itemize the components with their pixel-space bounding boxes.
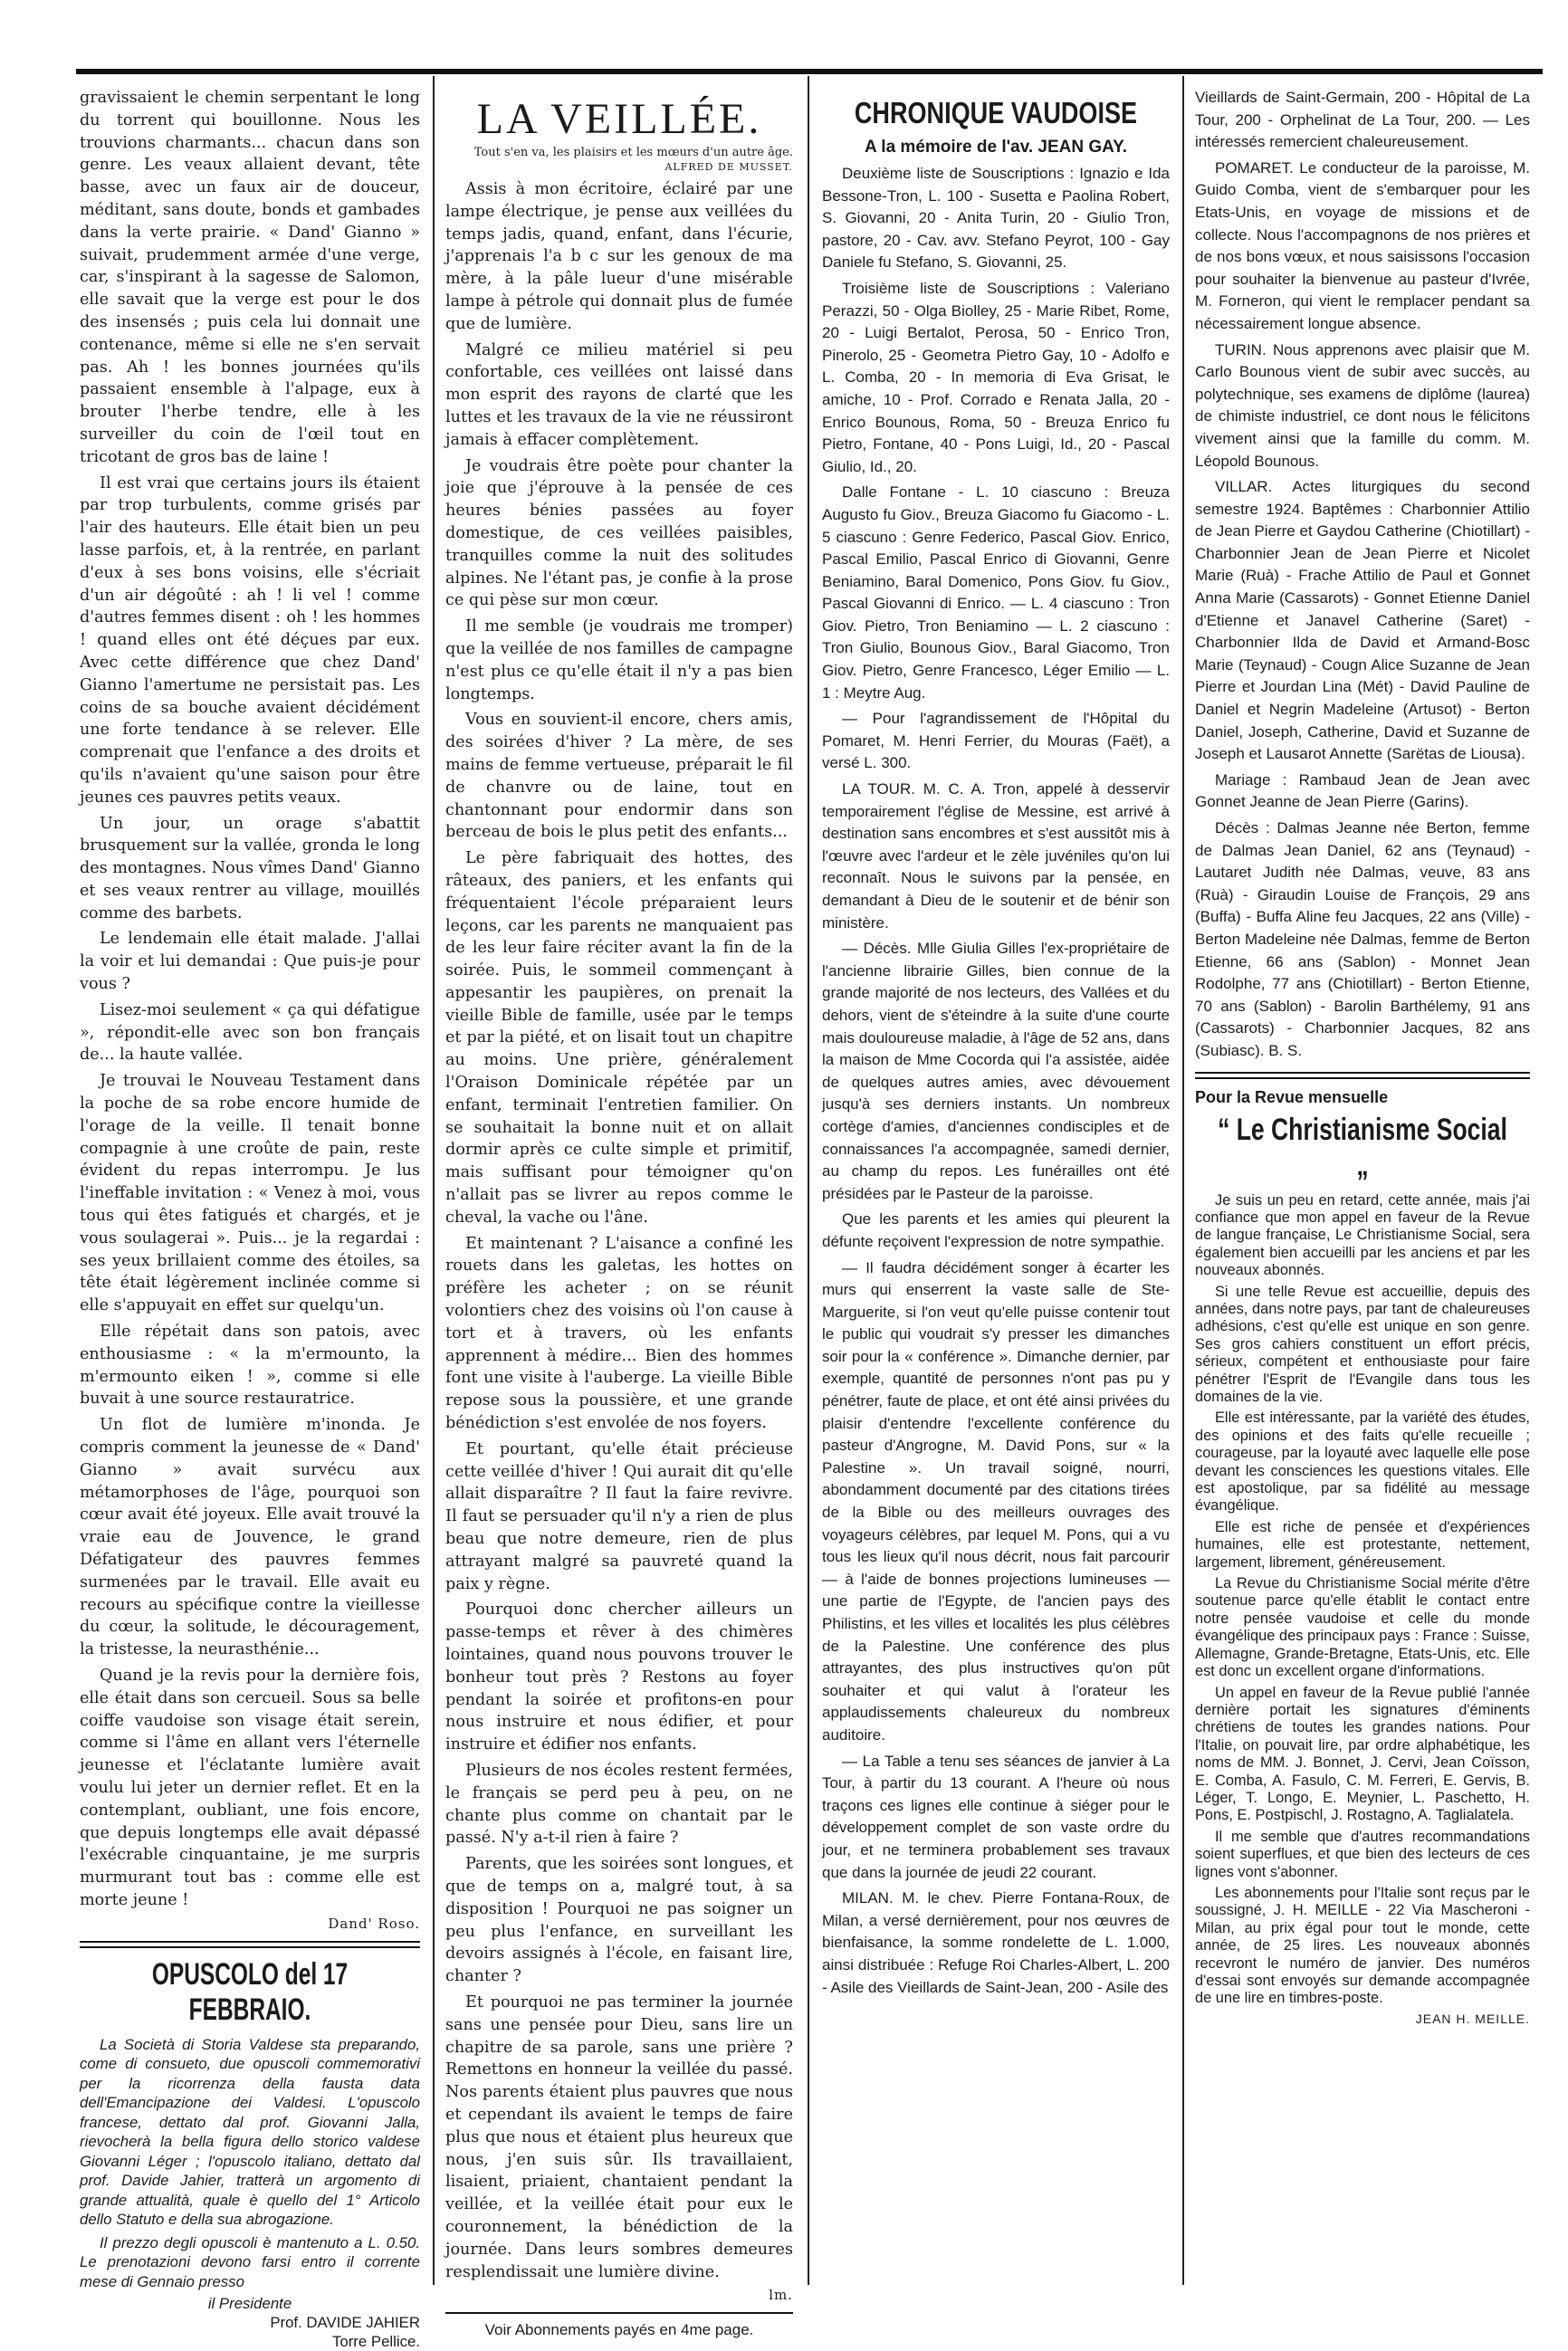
- paragraph: MILAN. M. le chev. Pierre Fontana-Roux, de Milan, a versé dernièrement, pour nos œuvres de bienfaisance, la somme rondelette de L. 1.000, ainsi distribuée : Refuge Roi Charles-Albert, L. 200 - Asile des Vieillards de Saint-Jean, 200 - Asile des: [822, 1889, 1170, 1996]
- paragraph: Lisez-moi seulement « ça qui défatigue », répondit-elle avec son bon français de... la haute vallée.: [80, 1000, 420, 1065]
- epigraph-author: ALFRED DE MUSSET.: [664, 161, 793, 173]
- paragraph: — Pour l'agrandissement de l'Hôpital du Pomaret, M. Henri Ferrier, du Mouras (Faët), a versé L. 300.: [822, 710, 1170, 772]
- opuscolo-notice: [80, 1957, 420, 2351]
- column-1: [80, 87, 420, 2351]
- paragraph: — Décès. Mlle Giulia Gilles l'ex-propriétaire de l'ancienne librairie Gilles, bien connue de la grande majorité de nos lecteurs, des Vallées et du dehors, vient de s'éteindre à la suite d'une courte mais douloureuse maladie, à l'âge de 52 ans, dans la maison de Mme Cocorda qui l'a assistée, aidée de quelques autres amies, avec dévouement jusqu'à ses derniers instants. Un nombreux cortège d'amies, d'anciennes condisciples et de connaissances l'a accompagnée, samedi dernier, au champ du repos. Les funérailles ont été présidées par le Pasteur de la paroisse.: [822, 940, 1170, 1202]
- epigraph: [445, 146, 793, 175]
- paragraph: POMARET. Le conducteur de la paroisse, M. Guido Comba, vient de s'embarquer pour les Etats-Unis, en voyage de missions et de collecte. Nous l'accompagnons de nos prières et de nos bons vœux, et nous saisissons l'occasion pour souhaiter la bienvenue au pasteur d'Ivrée, M. Forneron, qui vient le remplacer pendant sa nécessairement longue absence.: [1195, 158, 1530, 332]
- paragraph: Je voudrais être poète pour chanter la joie que j'éprouve à la pensée de ces heures bénies passées au foyer domestique, de ces veillées paisibles, tranquilles comme la nuit des solitudes alpines. Ne l'étant pas, je confie à la prose ce qui pèse sur mon cœur.: [445, 456, 793, 610]
- column-rule: [1182, 76, 1184, 2285]
- paragraph: Un appel en faveur de la Revue publié l'année dernière portait les signatures d'éminents chrétiens de toutes les grandes nations. Pour l'Italie, on pouvait lire, par ordre alphabétique, les noms de MM. J. Bonnet, J. Cervi, Jean Coïsson, E. Comba, A. Fasulo, C. M. Ferreri, E. Gervis, B. Léger, T. Longo, E. Meynier, L. Paschetto, H. Pons, E. Postpischl, J. Rostagno, A. Taglialatela.: [1195, 1684, 1530, 1824]
- paragraph: Il prezzo degli opuscoli è mantenuto a L. 0.50. Le prenotazioni devono farsi entro il corrente mese di Gennaio presso: [80, 2233, 420, 2290]
- paragraph: Elle est intéressante, par la variété des études, des opinions et des faits qu'elle recueille ; courageuse, par la loyauté avec laquelle elle pose devant les consciences les questions vitales. Elle est apostolique, par sa fidélité au message évangélique.: [1195, 1410, 1530, 1515]
- paragraph: Parents, que les soirées sont longues, et que de temps on a, malgré tout, à sa disposition ! Pourquoi ne pas soigner un peu plus l'enfance, en surveillant les devoirs assignés à l'école, en faisant lire, chanter ?: [445, 1855, 793, 1986]
- section-divider: [80, 1941, 420, 1948]
- president-name: Prof. DAVIDE JAHIER: [270, 2314, 420, 2332]
- section-title: CHRONIQUE VAUDOISE: [854, 96, 1138, 129]
- column-rule: [808, 76, 809, 2285]
- paragraph: Et maintenant ? L'aisance a confiné les rouets dans les galetas, les hottes on préfère les acheter ; on se réunit volontiers chez des voisins où l'on cause à tort et à travers, où les enfants apprennent à médire... Bien des hommes font une visite à l'auberge. La vieille Bible repose sous la poussière, et une grande bénédiction s'est envolée de nos foyers.: [445, 1234, 793, 1433]
- notice-title: OPUSCOLO del 17 FEBBRAIO.: [151, 1956, 349, 2027]
- president-place: Torre Pellice.: [332, 2333, 420, 2351]
- paragraph: Il est vrai que certains jours ils étaient par trop turbulents, comme grisés par l'air des hauteurs. Elle était bien un peu lasse parfois, et, à la rentrée, en parlant d'eux à ses bons voisins, elle s'écriait d'un air dégoûté : ah ! li vel ! comme d'autres femmes disent : oh ! les hommes ! quand elles ont été déçues par eux. Avec cette différence que chez Dand' Gianno l'amertume ne persistait pas. Les coins de sa bouche avaient décidément une forte tendance à se relever. Elle comprenait que l'enfance a des droits et qu'ils n'avaient qu'une saison pour être jeunes ces pauvres petits veaux.: [80, 473, 420, 807]
- paragraph: Les abonnements pour l'Italie sont reçus par le soussigné, J. H. MEILLE - 22 Via Mascheroni - Milan, au prix égal pour tout le monde, cette année, de 25 lires. Les nouveaux abonnés recevront le numéro de janvier. Des numéros d'essai sont envoyés sur demande accompagnée de une lire en timbres-poste.: [1195, 1884, 1530, 2007]
- paragraph: Troisième liste de Souscriptions : Valeriano Perazzi, 50 - Olga Biolley, 25 - Marie Ribet, Rome, 20 - Luigi Bertalot, Perosa, 50 - Enrico Tron, Pinerolo, 25 - Geometra Pietro Gay, 10 - Adolfo e L. Comba, 20 - In memoria di Eva Grisat, le amiche, 10 - Prof. Corrado e Renata Jalla, 20 - Enrico Bounous, Roma, 50 - Breuza Enrico fu Pietro, Fontane, 40 - Pons Luigi, Id., 20 - Pascal Giulio, Id., 20.: [822, 279, 1170, 475]
- article-signature: Dand' Roso.: [328, 1915, 420, 1932]
- paragraph: Décès : Dalmas Jeanne née Berton, femme de Dalmas Jean Daniel, 62 ans (Teynaud) - Lautaret Judith née Dalmas, veuve, 83 ans (Ruà) - Giraudin Louise de François, 29 ans (Buffa) - Buffa Aline feu Jacques, 22 ans (Ville) - Berton Madeleine née Dalmas, femme de Berton Etienne, 66 ans (Sablon) - Monnet Jean Rodolphe, 77 ans (Chiotillart) - Berton Etienne, 70 ans (Sablon) - Barolin Barthélemy, 91 ans (Cassarots) - Charbonnier Jacques, 82 ans (Subiasc). B. S.: [1195, 819, 1530, 1059]
- paragraph: — La Table a tenu ses séances de janvier à La Tour, à partir du 13 courant. A l'heure où nous traçons ces lignes elle continue à siéger pour le développement complet de son vaste ordre du jour, et ne terminera probablement ses travaux que dans la journée de jeudi 22 courant.: [822, 1752, 1170, 1881]
- paragraph: gravissaient le chemin serpentant le long du torrent qui bouillonne. Nous les trouvions charmants... chacun dans son genre. Les veaux allaient devant, tête basse, avec un faux air de douceur, méditant, sans doute, bonds et gambades dans la verte prairie. « Dand' Gianno » suivait, prudemment armée d'une verge, car, s'inspirant à la sagesse de Salomon, elle savait que la verge est pour le dos des insensés ; puis cela lui donnait une contenance, même si elle ne s'en servait pas. Ah ! les bonnes journées qu'ils passaient ensemble à l'alpage, eux à brouter l'herbe tendre, elle à les surveiller du coin de l'œil tout en tricotant de gros bas de laine !: [80, 89, 420, 466]
- top-rule: [76, 69, 1543, 74]
- paragraph: Que les parents et les amies qui pleurent la défunte reçoivent l'expression de notre sympathie.: [822, 1210, 1170, 1250]
- revue-label: Pour la Revue mensuelle: [1195, 1087, 1389, 1106]
- section-subhead: A la mémoire de l'av. JEAN GAY.: [865, 138, 1127, 157]
- paragraph: Et pourquoi ne pas terminer la journée sans une pensée pour Dieu, sans lire un chapitre de sa parole, sans une prière ? Remettons en honneur la veillée du passé. Nos parents étaient plus pauvres que nous et cependant ils avaient le temps de faire plus que nous et étaient plus heureux que nous, j'en suis sûr. Ils travaillaient, lisaient, priaient, chantaient pendant la veillée, et la veillée était pour eux le couronnement, la bénédiction de la journée. Dans leurs sombres demeures resplendissait une lumière divine.: [445, 1993, 793, 2281]
- revue-notice: [1195, 1088, 1530, 2026]
- paragraph: Pourquoi donc chercher ailleurs un passe-temps et rêver à des chimères lointaines, quand nous pouvons trouver le bonheur tout près ? Restons au foyer pendant la soirée et profitons-en pour nous instruire et nous édifier, et pour instruire et édifier nos enfants.: [445, 1601, 793, 1754]
- paragraph: Je suis un peu en retard, cette année, mais j'ai confiance que mon appel en faveur de la Revue de langue française, Le Christianisme Social, sera également bien accueilli par les anciens et par les nouveaux abonnés.: [1195, 1191, 1530, 1279]
- article-signature: lm.: [769, 2287, 793, 2304]
- column-3: [822, 87, 1170, 2296]
- article-title: LA VEILLÉE.: [476, 95, 762, 143]
- subscriptions-note: Voir Abonnements payés en 4me page.: [445, 2312, 793, 2339]
- paragraph: Le lendemain elle était malade. J'allai la voir et lui demandai : Que puis-je pour vous ?: [80, 930, 420, 994]
- paragraph: Malgré ce milieu matériel si peu confortable, ces veillées ont laissé dans mon esprit des rayons de clarté que les luttes et les travaux de la vie ne réussiront jamais à effacer complètement.: [445, 340, 793, 449]
- column-4: [1195, 87, 1530, 2296]
- section-divider: [1195, 1072, 1530, 1079]
- dand-gianno-story: [80, 87, 420, 1932]
- paragraph: Plusieurs de nos écoles restent fermées, le français se perd peu à peu, on ne chante plus comme on chantait par le passé. N'y a-t-il rien à faire ?: [445, 1761, 793, 1848]
- paragraph: Dalle Fontane - L. 10 ciascuno : Breuza Augusto fu Giov., Breuza Giacomo fu Giacomo - L. 5 ciascuno : Genre Federico, Pascal Giov. Enrico, Pascal Emilio, Pascal Enrico di Giovanni, Genre Beniamino, Baral Domenico, Pons Giov. fu Giov., Pascal Giovanni di Enrico. — L. 4 ciascuno : Tron Giov. Pietro, Tron Beniamino — L. 2 ciascuno : Tron Giulio, Bounous Giov., Baral Giacomo, Tron Giov. Pietro, Genre Francesco, Léger Emilio — L. 1 : Meytre Aug.: [822, 483, 1170, 702]
- revue-title: “ Le Christianisme Social „: [1218, 1112, 1507, 1182]
- paragraph: La Società di Storia Valdese sta preparando, come di consueto, due opuscoli commemorativi per la ricorrenza della fausta data dell'Emancipazione dei Valdesi. L'opuscolo francese, dettato dal prof. Giovanni Jalla, rievocherà la bella figura dello storico valdese Giovanni Léger ; l'opuscolo italiano, dettato dal prof. Davide Jahier, tratterà un argomento di grande attualità, quale è quello del 1° Articolo dello Statuto e della sua abrogazione.: [80, 2035, 420, 2229]
- column-2: [445, 87, 793, 2339]
- paragraph: Quand je la revis pour la dernière fois, elle était dans son cercueil. Sous sa belle coiffe vaudoise son visage était serein, comme si l'âme en allant vers l'éternelle jeunesse et l'éclatante lumière avait voulu lui jeter un dernier reflet. Et en la contemplant, oubliant, une fois encore, que depuis longtemps elle avait dépassé l'exécrable cinquantaine, je me surpris murmurant tout bas : comme elle est morte jeune !: [80, 1666, 420, 1909]
- paragraph: Vous en souvient-il encore, chers amis, des soirées d'hiver ? La mère, de ses mains de femme vertueuse, préparait le fil de chanvre ou de laine, tout en chantonnant pour endormir dans son berceau de bois le plus petit des enfants...: [445, 711, 793, 842]
- paragraph: LA TOUR. M. C. A. Tron, appelé à desservir temporairement l'église de Messine, est arrivé à destination sans encombres et s'est aussitôt mis à l'œuvre avec l'ardeur et le zèle juvéniles qu'on lui reconnaît. Nous le suivons par la pensée, en demandant à Dieu de le soutenir et de bénir son ministère.: [822, 780, 1170, 932]
- paragraph: Le père fabriquait des hottes, des râteaux, des paniers, et les enfants qui fréquentaient l'école préparaient leurs leçons, car les parents ne manquaient pas de les leur faire réciter avant la fin de la soirée. Puis, le sommeil commençant à appesantir les paupières, on prenait la vieille Bible de famille, usée par le temps et par la piété, et on lisait tout un chapitre au moins. Une prière, généralement l'Oraison Dominicale répétée par un enfant, terminait l'entretien familier. On se souhaitait la bonne nuit et on allait dormir après ce culte simple et primitif, mais suffisant pour témoigner qu'on n'allait pas se livrer au repos comme le cheval, la vache ou l'âne.: [445, 849, 793, 1227]
- paragraph: TURIN. Nous apprenons avec plaisir que M. Carlo Bounous vient de subir avec succès, au polytechnique, ses examens de diplôme (laurea) de chimiste industriel, ce dont nous le félicitons vivement ainsi que la famille du comm. M. Léopold Bounous.: [1195, 340, 1530, 470]
- president-label: il Presidente: [207, 2295, 292, 2313]
- paragraph: Mariage : Rambaud Jean de Jean avec Gonnet Jeanne de Jean Pierre (Garins).: [1195, 770, 1530, 811]
- paragraph: Si une telle Revue est accueillie, depuis des années, dans notre pays, par tant de chaleureuses adhésions, c'est qu'elle est unique en son genre. Ses gros cahiers constituent un effort précis, sérieux, compétent et enthousiaste pour faire pénétrer l'Esprit de l'Evangile dans tous les domaines de la vie.: [1195, 1283, 1530, 1405]
- paragraph: Je trouvai le Nouveau Testament dans la poche de sa robe encore humide de l'orage de la veille. Il tenait bonne compagnie à une croûte de pain, reste évident du repas interrompu. Je lus l'ineffable invitation : « Venez à moi, vous tous qui êtes fatigués et chargés, et je vous soulagerai ». Puis... je la regardai : ses yeux brillaient comme des étoiles, sa tête était légèrement inclinée comme si elle s'appuyait en effet sur quelqu'un.: [80, 1072, 420, 1315]
- paragraph: Et pourtant, qu'elle était précieuse cette veillée d'hiver ! Qui aurait dit qu'elle allait disparaître ? Il faut la faire revivre. Il faut se persuader qu'il n'y a rien de plus beau que notre demeure, rien de plus attrayant malgré sa pauvreté quand la paix y règne.: [445, 1439, 793, 1593]
- paragraph: Elle est riche de pensée et d'expériences humaines, elle est protestante, nettement, largement, librement, généreusement.: [1195, 1518, 1530, 1571]
- paragraph: VILLAR. Actes liturgiques du second semestre 1924. Baptêmes : Charbonnier Attilio de Jean Pierre et Gaydou Catherine (Chiotillart) - Charbonnier Jean de Jean Pierre et Nicolet Marie (Ruà) - Frache Attilio de Paul et Gonnet Anna Marie (Cassarots) - Gonnet Etienne Daniel d'Etienne et Janavel Catherine (Saret) - Charbonnier Ilda de David et Armand-Bosc Marie (Teynaud) - Cougn Alice Suzanne de Jean Pierre et Jourdan Lina (Mét) - David Pauline de Daniel et Negrin Madeleine (Artusot) - Berton Daniel, Joseph, Catherine, David et Suzanne de Joseph et Lausarot Annette (Sarëtas de Liousa).: [1195, 478, 1530, 763]
- paragraph: — Il faudra décidément songer à écarter les murs qui enserrent la vaste salle de Ste-Marguerite, si l'on veut qu'elle puisse contenir tout le public qui voudrait s'y presser les dimanches soir pour la « conférence ». Dimanche dernier, par exemple, quantité de personnes n'ont pas pu y pénétrer, faute de place, et ont été ainsi privées du plaisir d'entendre l'excellente conférence du pasteur d'Angrogne, M. David Pons, sur « la Palestine ». Un travail soigné, nourri, abondamment documenté par des citations tirées de la Bible ou des meilleurs ouvrages des voyageurs célèbres, par lequel M. Pons, qui a vu tous les lieux qu'il nous décrit, nous fait parcourir — à l'aide de bonnes projections lumineuses — une partie de l'Egypte, de l'ancien pays des Philistins, et les villes et localités les plus célèbres de la Palestine. Une conférence des plus attrayantes, des plus instructives qu'on pût souhaiter et qui valut à l'orateur les applaudissements chaleureux du nombreux auditoire.: [822, 1258, 1170, 1744]
- column-rule: [433, 76, 435, 2285]
- epigraph-text: Tout s'en va, les plaisirs et les mœurs d'un autre âge.: [473, 146, 793, 159]
- paragraph: Deuxième liste de Souscriptions : Ignazio e Ida Bessone-Tron, L. 100 - Susetta e Paolina Robert, S. Giovanni, 20 - Anita Turin, 20 - Giulio Tron, pastore, 20 - Cav. avv. Stefano Peyrot, 100 - Gay Daniele fu Stefano, S. Giovanni, 25.: [822, 165, 1170, 272]
- revue-signature: JEAN H. MEILLE.: [1415, 2011, 1530, 2026]
- paragraph: Assis à mon écritoire, éclairé par une lampe électrique, je pense aux veillées du temps jadis, quand, enfant, dans l'écurie, j'apprenais l'a b c sur les genoux de ma mère, à la pâle lueur d'une misérable lampe à pétrole qui donnait plus de fumée que de lumière.: [445, 180, 793, 333]
- paragraph: Il me semble (je voudrais me tromper) que la veillée de nos familles de campagne n'est plus ce qu'elle était il n'y a pas bien longtemps.: [445, 617, 793, 703]
- paragraph: Vieillards de Saint-Germain, 200 - Hôpital de La Tour, 200 - Orphelinat de La Tour, 200. — Les intéressés remercient chaleureusement.: [1195, 89, 1530, 151]
- paragraph: Un jour, un orage s'abattit brusquement sur la vallée, gronda le long des montagnes. Nous vîmes Dand' Gianno et ses veaux rentrer au village, mouillés comme des barbets.: [80, 814, 420, 922]
- paragraph: Elle répétait dans son patois, avec enthousiasme : « la m'ermounto, la m'ermounto eiken ! », comme si elle buvait à une source restauratrice.: [80, 1323, 420, 1409]
- paragraph: Il me semble que d'autres recommandations soient superflues, et que bien des lecteurs de ces lignes vont s'abonner.: [1195, 1828, 1530, 1880]
- paragraph: Un flot de lumière m'inonda. Je compris comment la jeunesse de « Dand' Gianno » avait survécu aux métamorphoses de l'âge, pourquoi son cœur avait été joyeux. Elle avait trouvé la vraie eau de Jouvence, le grand Défatigateur des pauvres femmes surmenées par le travail. Elle avait eu recours au spécifique contre la vieillesse du cœur, la solitude, le découragement, la tristesse, la neurasthénie...: [80, 1416, 420, 1659]
- paragraph: La Revue du Christianisme Social mérite d'être soutenue parce qu'elle établit le contact entre notre pensée vaudoise et celle du monde évangélique des principaux pays : France : Suisse, Allemagne, Grande-Bretagne, Etats-Unis, etc. Elle est donc un excellent organe d'informations.: [1195, 1575, 1530, 1680]
